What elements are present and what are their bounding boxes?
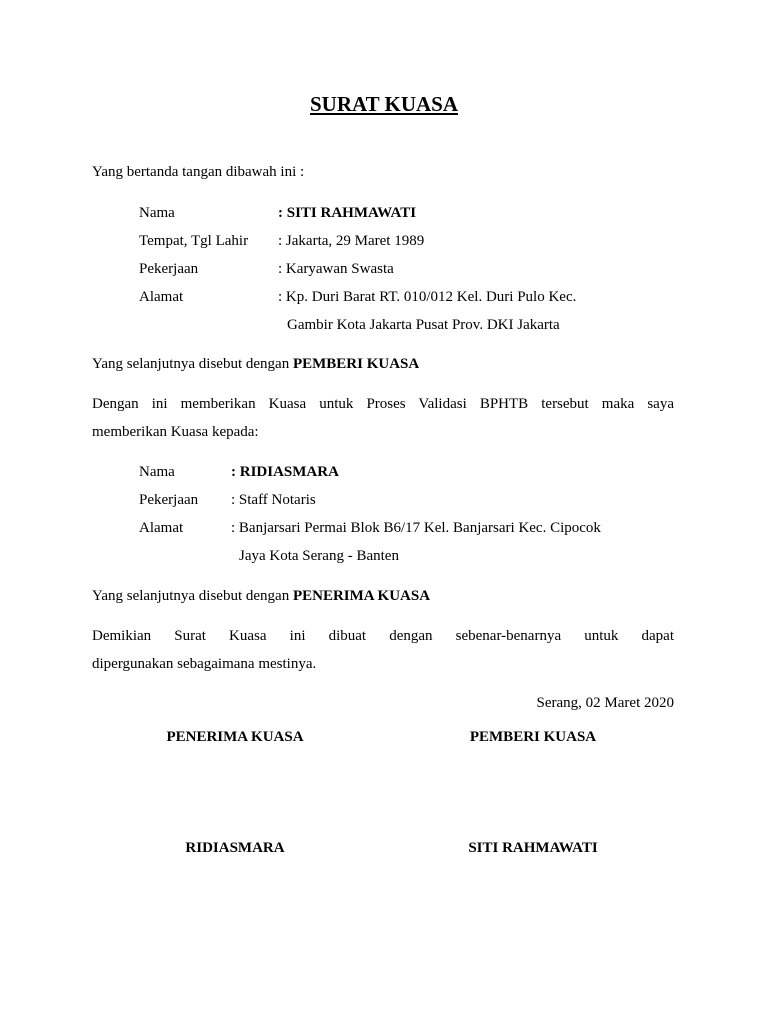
giver-role-label: PEMBERI KUASA <box>292 356 420 372</box>
signature-left-role: PENERIMA KUASA <box>166 729 304 745</box>
receiver-alamat-label: Alamat <box>139 520 184 536</box>
giver-alamat-value-line-1: : Kp. Duri Barat RT. 010/012 Kel. Duri Pulo Kec. <box>278 289 577 305</box>
signature-right-name: SITI RAHMAWATI <box>468 840 598 856</box>
giver-nama-label: Nama <box>139 205 175 221</box>
giver-alamat-label: Alamat <box>139 289 184 305</box>
receiver-pekerjaan-value: : Staff Notaris <box>231 492 316 508</box>
giver-pekerjaan-label: Pekerjaan <box>139 261 199 277</box>
receiver-role-prefix: Yang selanjutnya disebut dengan <box>92 588 293 604</box>
receiver-alamat-value-line-1: : Banjarsari Permai Blok B6/17 Kel. Banjarsari Kec. Cipocok <box>231 520 601 536</box>
signature-right-role: PEMBERI KUASA <box>469 729 597 745</box>
purpose-line-1: Dengan ini memberikan Kuasa untuk Proses Validasi BPHTB tersebut maka saya <box>92 396 674 412</box>
giver-pekerjaan-value: : Karyawan Swasta <box>278 261 394 277</box>
closing-line-2: dipergunakan sebagaimana mestinya. <box>92 656 317 672</box>
receiver-nama-value: : RIDIASMARA <box>231 464 339 480</box>
receiver-alamat-value-line-2: Jaya Kota Serang - Banten <box>239 548 399 564</box>
signature-left-name: RIDIASMARA <box>185 840 285 856</box>
giver-ttl-value: : Jakarta, 29 Maret 1989 <box>278 233 425 249</box>
receiver-nama-label: Nama <box>139 464 175 480</box>
closing-line-1: Demikian Surat Kuasa ini dibuat dengan sebenar-benarnya untuk dapat <box>92 628 674 644</box>
purpose-line-2: memberikan Kuasa kepada: <box>92 424 259 440</box>
intro-text: Yang bertanda tangan dibawah ini : <box>92 164 305 180</box>
giver-alamat-value-line-2: Gambir Kota Jakarta Pusat Prov. DKI Jakarta <box>287 317 560 333</box>
giver-ttl-label: Tempat, Tgl Lahir <box>139 233 249 249</box>
document-title: SURAT KUASA <box>309 92 458 116</box>
giver-role-sentence <box>92 355 419 373</box>
receiver-role-sentence <box>92 587 430 605</box>
place-date: Serang, 02 Maret 2020 <box>536 695 674 711</box>
receiver-role-label: PENERIMA KUASA <box>292 588 431 604</box>
giver-nama-value: : SITI RAHMAWATI <box>278 205 417 221</box>
giver-role-prefix: Yang selanjutnya disebut dengan <box>92 356 293 372</box>
receiver-pekerjaan-label: Pekerjaan <box>139 492 199 508</box>
